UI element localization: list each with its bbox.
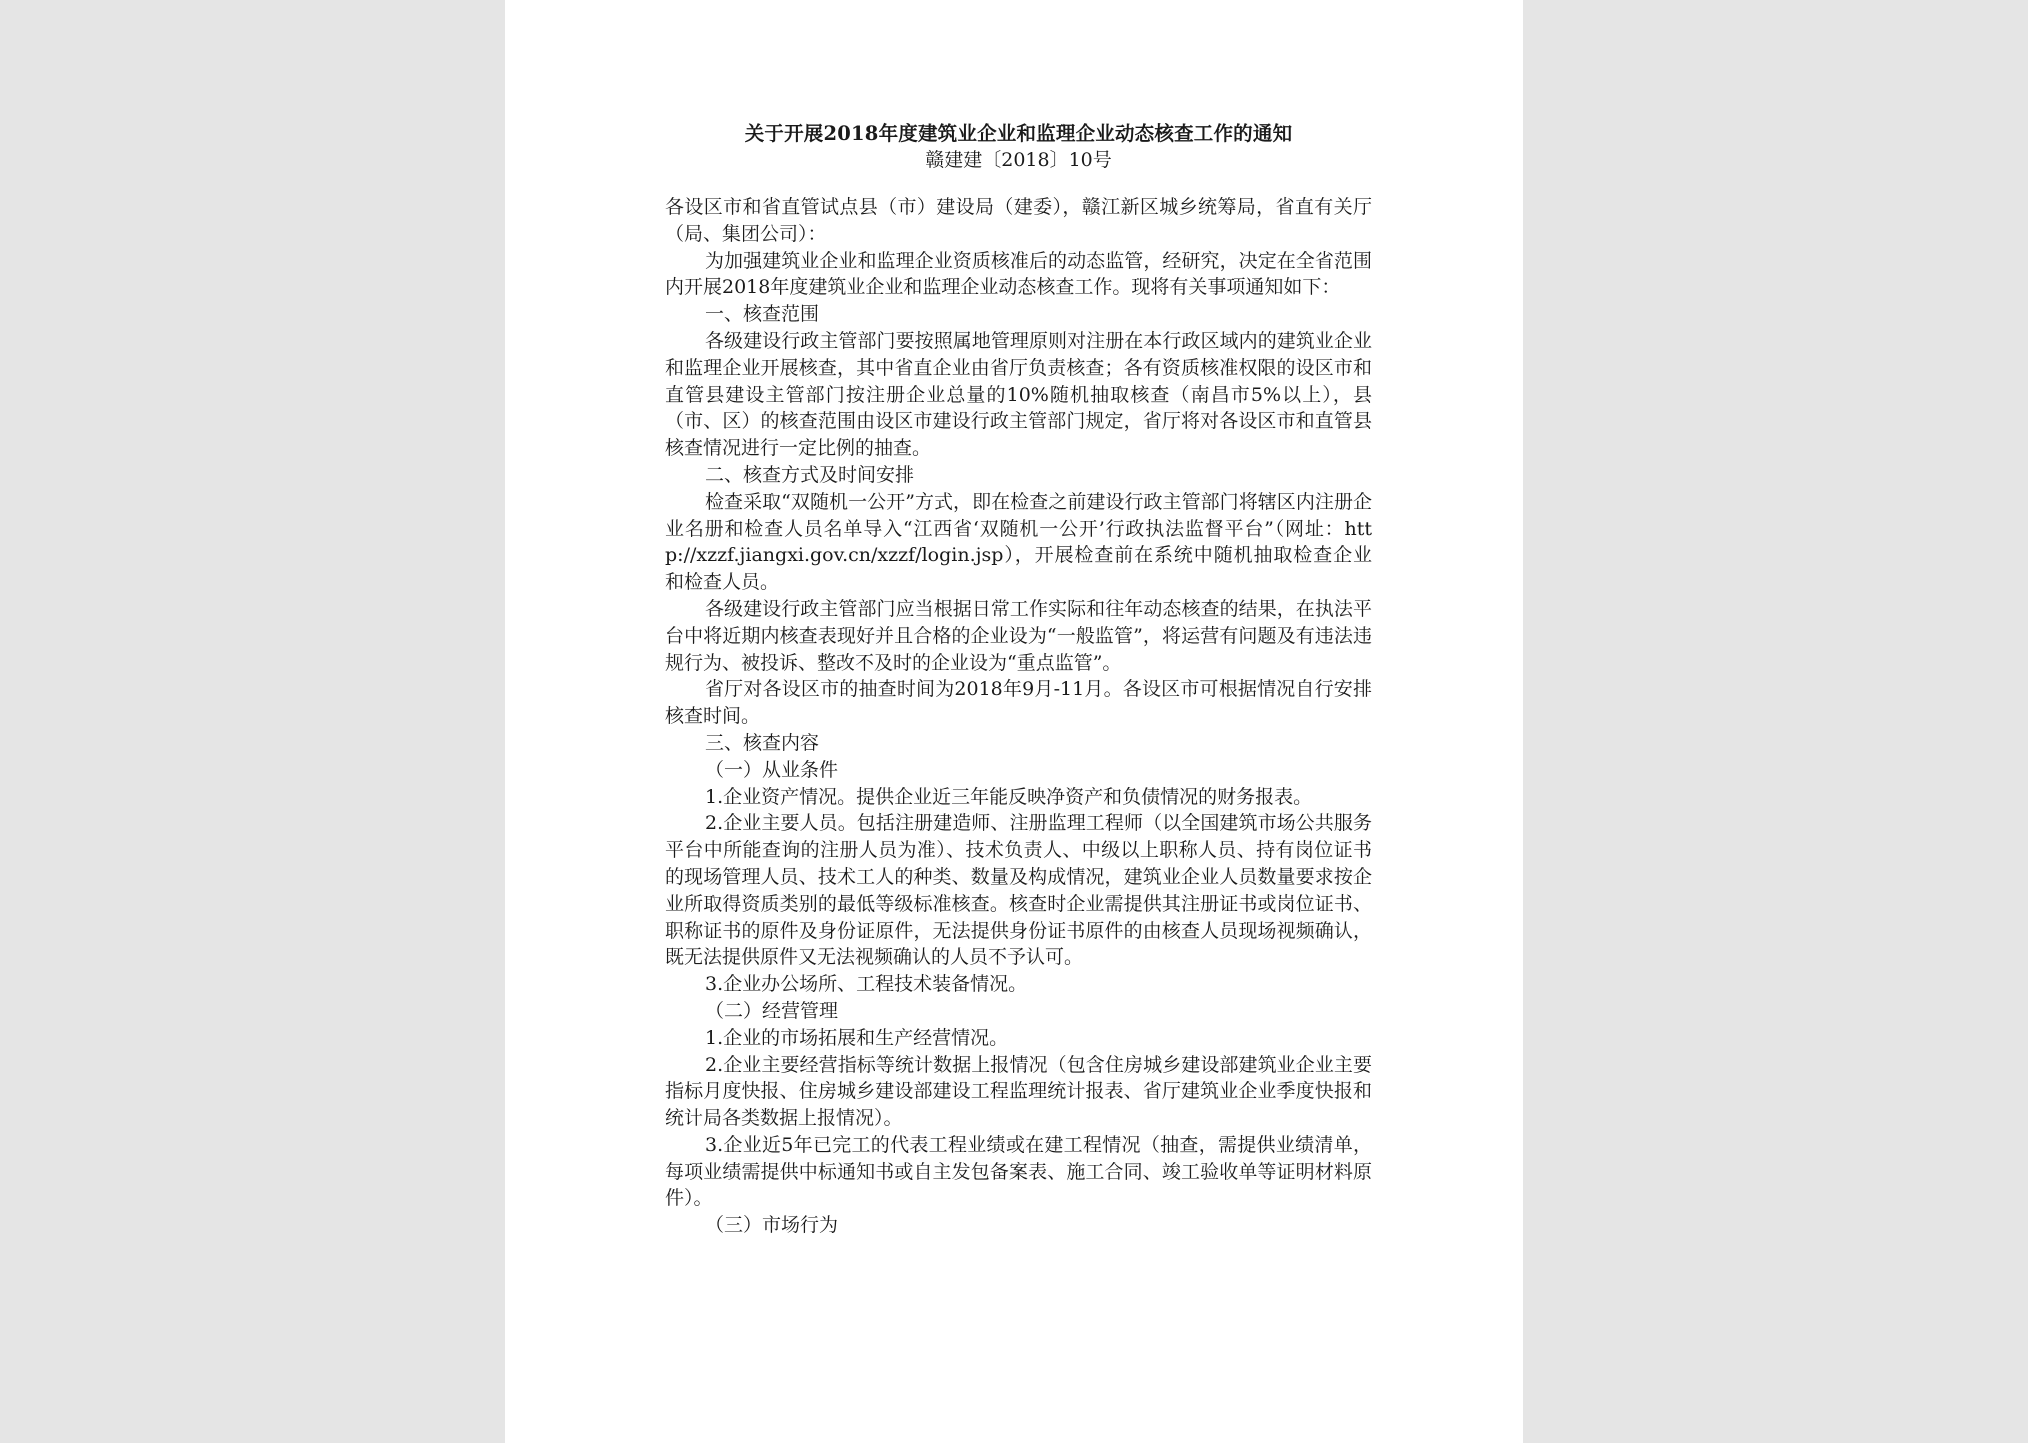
management-item-1: 1.企业的市场拓展和生产经营情况。	[705, 1026, 1009, 1049]
conditions-item-2: 2.企业主要人员。包括注册建造师、注册监理工程师（以全国建筑市场公共服务平台中所能查询的注册人员为准）、技术负责人、中级以上职称人员、持有岗位证书的现场管理人员、技术工人的种类、数量及构成情况，建筑业企业人员数量要求按企业所取得资质类别的最低等级标准核查。核查时企业需提供其注册证书或岗位证书、职称证书的原件及身份证原件，无法提供身份证书原件的由核查人员现场视频确认，既无法提供原件又无法视频确认的人员不予认可。	[665, 812, 1372, 969]
subsection-heading-management: （二）经营管理	[705, 999, 839, 1022]
conditions-item-3: 3.企业办公场所、工程技术装备情况。	[705, 973, 1028, 996]
subsection-heading-market: （三）市场行为	[705, 1214, 839, 1237]
document-body	[665, 120, 1372, 1239]
method-paragraph-2: 各级建设行政主管部门应当根据日常工作实际和往年动态核查的结果，在执法平台中将近期内核查表现好并且合格的企业设为“一般监管”，将运营有问题及有违法违规行为、被投诉、整改不及时的企业设为“重点监管”。	[665, 597, 1372, 674]
document-page	[505, 0, 1523, 1443]
document-title: 关于开展2018年度建筑业企业和监理企业动态核查工作的通知	[744, 122, 1293, 145]
conditions-item-1: 1.企业资产情况。提供企业近三年能反映净资产和负债情况的财务报表。	[705, 785, 1313, 808]
section-heading-scope: 一、核查范围	[705, 303, 820, 326]
section-heading-content: 三、核查内容	[705, 731, 820, 754]
document-number: 赣建建〔2018〕10号	[925, 149, 1112, 171]
method-paragraph-3: 省厅对各设区市的抽查时间为2018年9月-11月。各设区市可根据情况自行安排核查时间。	[665, 678, 1372, 728]
intro-paragraph: 为加强建筑业企业和监理企业资质核准后的动态监管，经研究，决定在全省范围内开展2018年度建筑业企业和监理企业动态核查工作。现将有关事项通知如下：	[665, 249, 1372, 299]
scope-paragraph: 各级建设行政主管部门要按照属地管理原则对注册在本行政区域内的建筑业企业和监理企业开展核查，其中省直企业由省厅负责核查；各有资质核准权限的设区市和直管县建设主管部门按注册企业总量的10%随机抽取核查（南昌市5%以上），县（市、区）的核查范围由设区市建设行政主管部门规定，省厅将对各设区市和直管县核查情况进行一定比例的抽查。	[665, 329, 1372, 460]
section-heading-method: 二、核查方式及时间安排	[705, 463, 915, 486]
management-item-2: 2.企业主要经营指标等统计数据上报情况（包含住房城乡建设部建筑业企业主要指标月度快报、住房城乡建设部建设工程监理统计报表、省厅建筑业企业季度快报和统计局各类数据上报情况）。	[665, 1053, 1372, 1130]
management-item-3: 3.企业近5年已完工的代表工程业绩或在建工程情况（抽查，需提供业绩清单，每项业绩需提供中标通知书或自主发包备案表、施工合同、竣工验收单等证明材料原件）。	[665, 1133, 1372, 1210]
method-paragraph-1: 检查采取“双随机一公开”方式，即在检查之前建设行政主管部门将辖区内注册企业名册和检查人员名单导入“江西省‘双随机一公开’行政执法监督平台”（网址：http://xzzf.jiangxi.gov.cn/xzzf/login.jsp），开展检查前在系统中随机抽取检查企业和检查人员。	[665, 490, 1372, 594]
addressee: 各设区市和省直管试点县（市）建设局（建委），赣江新区城乡统筹局，省直有关厅（局、集团公司）：	[665, 196, 1372, 245]
subsection-heading-conditions: （一）从业条件	[705, 758, 839, 781]
